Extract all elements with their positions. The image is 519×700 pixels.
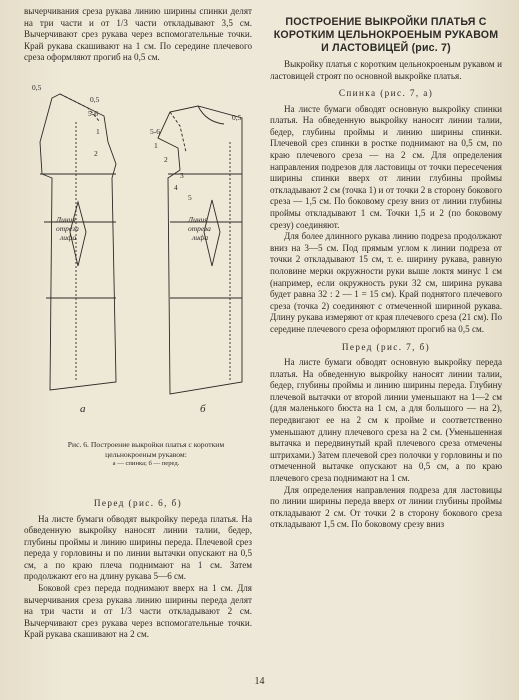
back-outline [40, 94, 116, 390]
page-number: 14 [254, 676, 265, 687]
paragraph: вычерчивания среза рукава линию ширины спинки делят на три части и от 1/3 части откладывают 3,5 см. Вычерчивают срез рукава через вспомогательные точки. Край рукава скашивают на 1 см. По середине плечевого среза оформляют прогиб на 0,5 см. [24, 6, 252, 63]
section-heading: Перед (рис. 6, б) [93, 498, 183, 508]
line-label: лифа [192, 233, 209, 242]
paragraph: На листе бумаги обводят основную выкройку спинки платья. На обведенную выкройку наносят линии талии, бедер, глубины проймы и линию ширины спинки. Плечевой срез спинки в ростке поднимают на 0,5 см, по краю плечевого среза — на 2 см. Для определения направления подрезов для ластовицы от точки пересечения ширины спинки вверх от линии глубины проймы откладывают 2 см (точка 1) и от точки 2 в сторону бокового среза — 1,5 см. По боковому срезу вниз от линии глубины проймы откладывают 1 см. Точки 1,5 и 2 (по боковому срезу) соединяют. [270, 103, 502, 230]
label-05: 0,5 [90, 95, 100, 104]
left-bottom-text [24, 492, 252, 641]
label-2: 2 [94, 149, 98, 158]
figure-label-a: а [80, 403, 86, 415]
front-neck-curve [198, 106, 224, 124]
caption-sub: а — спинка; б — перед. [112, 460, 180, 468]
right-column [270, 6, 502, 531]
paragraph: Для определения направления подреза для ластовицы по линии ширины переда вверх от линии глубины проймы откладывают 2 см. От точки 2 в сторону бокового среза откладывают 1,5 см. По боковому срезу вниз [270, 484, 502, 530]
line-label: Линия [56, 215, 76, 224]
paragraph: Для более длинного рукава линию подреза продолжают вниз на 3—5 см. Под прямым углом к линии подреза от точки 2 откладывают 15 см, т. е. ширину рукава, равную половине мерки окружности руки выше локтя минус 1 см (например, если окружность руки 32 см, ширина рукава будет равна 32 : 2 — 1 = 15 см). Край поднятого плечевого среза (точка 2) соединяют с отмеченной шириной рукава. Длину рукава измеряют от края плечевого среза (21 см). По середине плечевого среза оформляют прогиб на 0,5 см. [270, 231, 502, 334]
section-title: ПОСТРОЕНИЕ ВЫКРОЙКИ ПЛАТЬЯ С КОРОТКИМ ЦЕЛЬНОКРОЕНЫМ РУКАВОМ И ЛАСТОВИЦЕЙ (рис. 7) [273, 16, 499, 54]
paragraph: На листе бумаги обводят основную выкройку переда платья. На обведенную выкройку наносят линии талии, бедер, глубины проймы и линию ширины переда. Глубину плечевой вытачки от второй линии уменьшают на 1—2 см (для маленького бюста на 1 см, а для большого — на 2), передвигают ее на 2 см к проймe и соответственно уменьшают длину плечевого среза на 2 см. (Уменьшенная вытачка и передвинутый край плечевого среза отмечены штрихами.) Затем плечевой срез полочки у горловины и по отмеченной вытачке опускают на 0,5 см, а по краю плечевого среза поднимают на 1 см. [270, 357, 502, 483]
line-label: отреза [56, 224, 79, 233]
intro-paragraph: Выкройку платья с коротким цельнокроеным рукавом и ластовицей строят по основной выкройке платья. [270, 59, 502, 81]
label-1: 1 [154, 141, 158, 150]
label-56: 5-6 [88, 109, 98, 118]
subsection-heading: Спинка (рис. 7, а) [338, 88, 434, 99]
line-label: лифа [60, 233, 77, 242]
label-5: 5 [188, 193, 192, 202]
label-2: 2 [164, 155, 168, 164]
figure-caption [56, 440, 236, 469]
label-05: 0,5 [232, 113, 242, 122]
label-3: 3 [180, 171, 184, 180]
label-05: 0,5 [32, 83, 42, 92]
left-top-text [24, 6, 252, 64]
line-label: Линия [188, 215, 208, 224]
subsection-heading: Перед (рис. 7, б) [341, 341, 431, 352]
pattern-drawing-figure-6 [30, 82, 252, 430]
paragraph: Боковой срез переда поднимают вверх на 1 см. Для вычерчивания среза рукава линию ширины переда делят на три части и от 1/3 части откладывают 2 см. Вычерчивают срез рукава через вспомогательные точки. Край рукава скашивают на 2 см. [24, 583, 252, 640]
label-4: 4 [174, 183, 178, 192]
paragraph: На листе бумаги обводят выкройку переда платья. На обведенную выкройку наносят линии талии, бедер, глубины проймы и линию ширины переда. Плечевой срез переда у горловины и по линии вытачки опускают на 0,5 см, а по краю плеча поднимают на 1 см. Затем продолжают его на длину рукава 5—6 см. [24, 513, 252, 582]
line-label: отреза [188, 224, 211, 233]
label-1: 1 [96, 127, 100, 136]
caption-main: Рис. 6. Построение выкройки платья с коротким цельнокроеным рукавом: [67, 440, 225, 459]
figure-label-b: б [200, 403, 206, 415]
label-56: 5-6 [150, 127, 160, 136]
front-shoulder-dashed [170, 112, 186, 152]
front-outline [158, 106, 242, 394]
